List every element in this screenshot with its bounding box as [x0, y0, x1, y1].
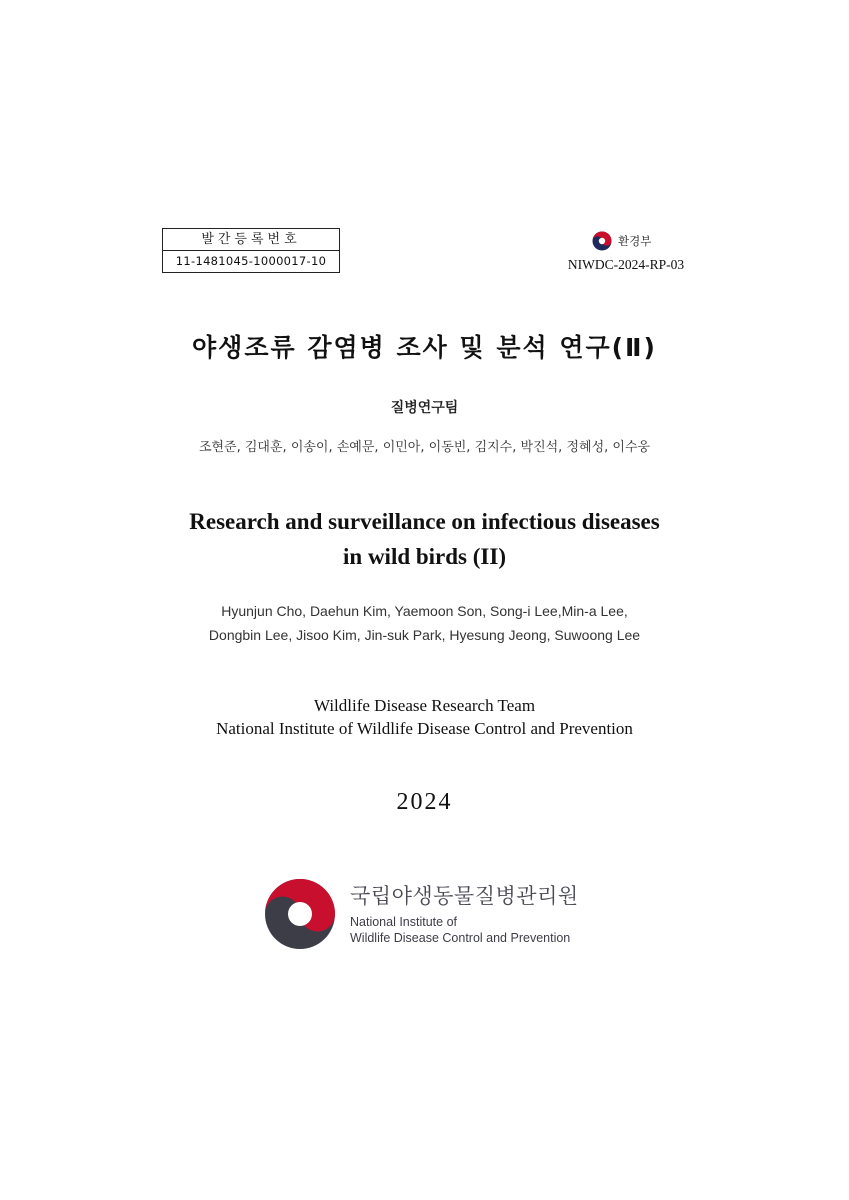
title-korean: 야생조류 감염병 조사 및 분석 연구(Ⅱ): [192, 333, 657, 362]
registration-box: [162, 228, 340, 273]
title-english-line2: in wild birds (II): [343, 544, 506, 569]
ministry-name: 환경부: [618, 234, 652, 248]
ministry-logo: [592, 231, 651, 251]
title-english-line1: Research and surveillance on infectious diseases: [189, 509, 660, 534]
authors-korean: 조현준, 김대훈, 이송이, 손예문, 이민아, 이동빈, 김지수, 박진석, 정혜성, 이수웅: [198, 440, 651, 455]
institute-name-korean: 국립야생동물질병관리원: [350, 884, 579, 908]
registration-number: 11-1481045-1000017-10: [175, 254, 327, 268]
report-code: NIWDC-2024-RP-03: [567, 257, 685, 272]
institute-emblem-icon: [264, 878, 336, 950]
institute-logo: [264, 878, 579, 950]
title-english: [0, 504, 849, 574]
authors-english-line2: Dongbin Lee, Jisoo Kim, Jin-suk Park, Hyesung Jeong, Suwoong Lee: [208, 627, 641, 643]
korea-government-emblem-icon: [592, 231, 612, 251]
institute-name-english: [350, 914, 579, 946]
registration-label: 발간등록번호: [163, 229, 339, 251]
organization-team: Wildlife Disease Research Team: [313, 696, 536, 715]
publication-year: 2024: [396, 789, 453, 815]
institute-text: [350, 882, 579, 946]
authors-english-line1: Hyunjun Cho, Daehun Kim, Yaemoon Son, Song-i Lee,Min-a Lee,: [221, 603, 628, 619]
institute-name-english-line1: National Institute of: [350, 915, 458, 929]
team-korean: 질병연구팀: [390, 400, 459, 416]
institute-name-english-line2: Wildlife Disease Control and Prevention: [350, 931, 571, 945]
organization-english: [0, 694, 849, 740]
organization-institute: National Institute of Wildlife Disease Control and Prevention: [216, 719, 633, 738]
authors-english: [0, 599, 849, 647]
